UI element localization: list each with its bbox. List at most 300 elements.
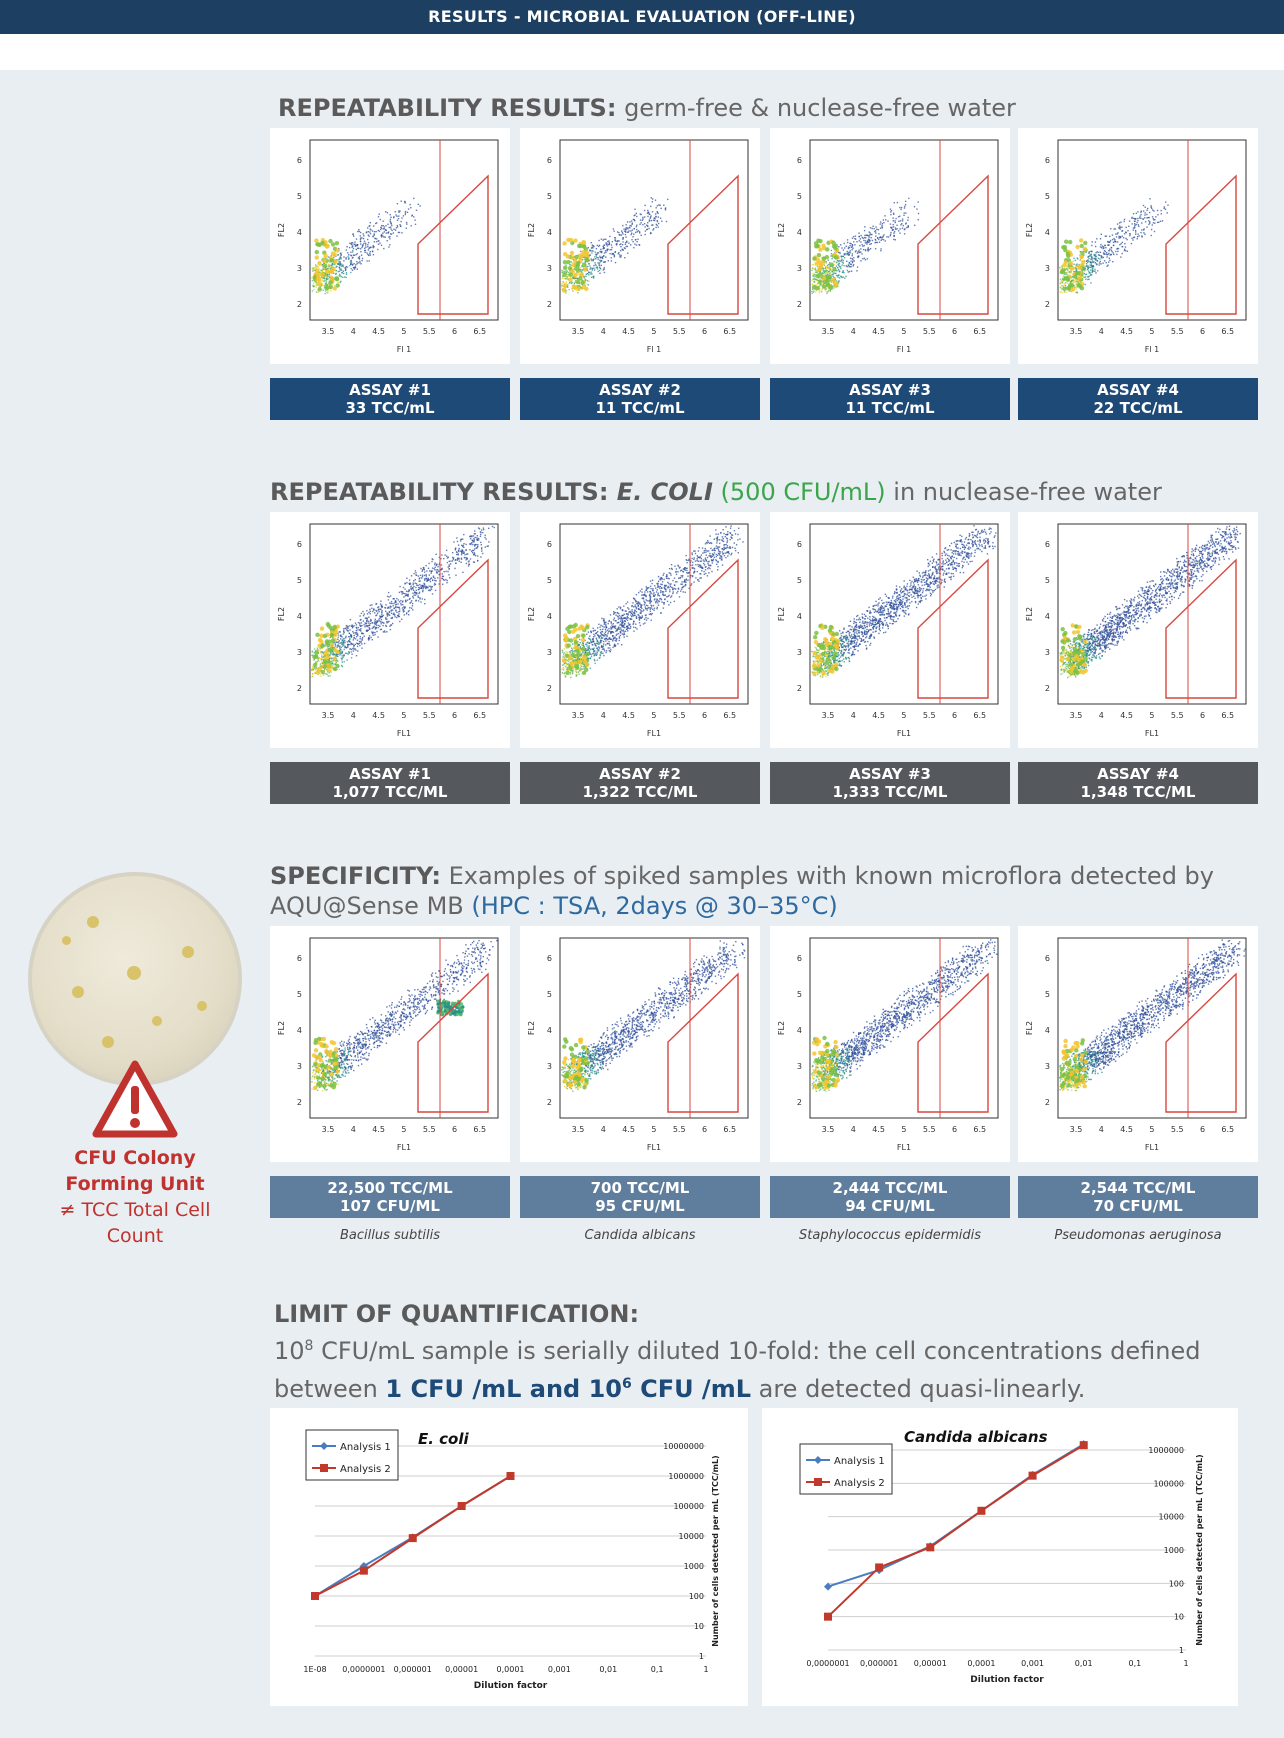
- x-tick-label: 6.5: [473, 327, 487, 336]
- x-tick-label: 5.5: [422, 1125, 436, 1134]
- y-tick-label: 4: [1044, 228, 1050, 237]
- y-tick-label: 3: [296, 264, 302, 273]
- result-label: [770, 1176, 1010, 1218]
- y-tick-label: 6: [796, 954, 802, 963]
- x-tick-label: 6: [1199, 327, 1206, 336]
- event-cloud: [811, 525, 996, 678]
- y-axis-label: FL2: [777, 606, 786, 622]
- y-tick-label: 6: [296, 954, 302, 963]
- x-tick-label: 5: [901, 327, 907, 336]
- y-tick-label: 4: [796, 1026, 802, 1035]
- x-tick-label: 5.5: [422, 711, 436, 720]
- cytometry-scatter-plot: [520, 512, 760, 748]
- result-label: [1018, 762, 1258, 804]
- result-label-line1: 700 TCC/ML: [590, 1179, 690, 1197]
- data-point: [875, 1563, 883, 1571]
- y-axis-label: FL2: [1025, 222, 1034, 238]
- cfu-note-line3: ≠ TCC Total Cell: [59, 1199, 211, 1221]
- x-tick-label: 4: [600, 327, 606, 336]
- chart-title: Candida albicans: [904, 1428, 1048, 1446]
- y-tick-label: 6: [296, 540, 302, 549]
- event-cloud: [311, 526, 495, 678]
- cytometry-plot-card: [270, 512, 510, 748]
- x-axis-title: Dilution factor: [970, 1675, 1044, 1685]
- result-label-line1: ASSAY #4: [1097, 765, 1179, 783]
- x-tick-label: 3.5: [1069, 327, 1083, 336]
- cfu-note-line4: Count: [106, 1225, 164, 1247]
- x-tick-label: 0,00001: [913, 1659, 947, 1668]
- y-tick-label: 3: [1044, 264, 1050, 273]
- y-tick-label: 5: [796, 192, 802, 201]
- cytometry-plot-card: [1018, 512, 1258, 748]
- x-tick-label: 6.5: [723, 327, 737, 336]
- x-tick-label: 4: [1098, 711, 1104, 720]
- gate-polygon: [418, 176, 488, 314]
- y-axis-title: Number of cells detected per mL (TCC/mL): [711, 1455, 720, 1647]
- x-tick-label: 6: [451, 711, 458, 720]
- gate-polygon: [668, 560, 738, 698]
- y-tick-label: 6: [546, 954, 552, 963]
- species-name: Candida albicans: [584, 1228, 696, 1243]
- cytometry-scatter-plot: [270, 512, 510, 748]
- section1-title-rest: germ-free & nuclease-free water: [616, 94, 1016, 122]
- gate-polygon: [418, 974, 488, 1112]
- y-tick-label: 1000: [683, 1562, 704, 1571]
- x-tick-label: 0,1: [650, 1665, 664, 1674]
- y-tick-label: 3: [296, 1062, 302, 1071]
- section3-subtitle: [270, 892, 838, 920]
- result-label: [770, 762, 1010, 804]
- y-tick-label: 4: [546, 612, 552, 621]
- y-tick-label: 6: [296, 156, 302, 165]
- y-tick-label: 3: [796, 648, 802, 657]
- x-tick-label: 4.5: [872, 327, 885, 336]
- candida-chart-box: [762, 1408, 1238, 1706]
- data-point: [926, 1543, 934, 1551]
- cfu-note-line2: Forming Unit: [65, 1173, 205, 1195]
- ecoli-loq-chart: [270, 1408, 748, 1706]
- y-tick-label: 3: [796, 264, 802, 273]
- species-name: Pseudomonas aeruginosa: [1054, 1228, 1222, 1243]
- x-tick-label: 4.5: [1120, 327, 1133, 336]
- cytometry-scatter-plot: [520, 128, 760, 364]
- y-tick-label: 5: [296, 576, 302, 585]
- x-axis-label: Fl 1: [896, 345, 912, 354]
- x-axis-title: Dilution factor: [473, 1681, 548, 1691]
- gate-polygon: [918, 176, 988, 314]
- x-tick-label: 6.5: [1221, 1125, 1235, 1134]
- x-tick-label: 3.5: [571, 711, 585, 720]
- event-cloud: [561, 525, 743, 678]
- loq-line2-start: between: [274, 1375, 386, 1403]
- y-tick-label: 100: [688, 1592, 704, 1601]
- y-tick-label: 5: [546, 192, 552, 201]
- x-tick-label: 0,00001: [445, 1665, 479, 1674]
- x-tick-label: 5: [651, 711, 657, 720]
- y-tick-label: 1000000: [668, 1472, 704, 1481]
- chart-title: E. coli: [418, 1430, 469, 1448]
- gate-polygon: [1166, 176, 1236, 314]
- x-tick-label: 4: [350, 327, 356, 336]
- result-label-line1: ASSAY #3: [849, 381, 931, 399]
- y-tick-label: 6: [1044, 954, 1050, 963]
- y-tick-label: 4: [796, 228, 802, 237]
- y-tick-label: 5: [1044, 576, 1050, 585]
- cytometry-scatter-plot: [1018, 128, 1258, 364]
- data-point: [311, 1592, 319, 1600]
- x-tick-label: 6.5: [973, 1125, 987, 1134]
- result-label: [770, 378, 1010, 420]
- y-tick-label: 5: [1044, 990, 1050, 999]
- cytometry-plot-card: [270, 128, 510, 364]
- event-cloud: [561, 197, 669, 293]
- gate-polygon: [668, 176, 738, 314]
- data-point: [1080, 1441, 1088, 1449]
- x-tick-label: 4.5: [622, 711, 635, 720]
- result-label-line2: 33 TCC/mL: [345, 399, 435, 417]
- result-label-line1: ASSAY #1: [349, 765, 431, 783]
- x-tick-label: 5: [401, 711, 407, 720]
- x-tick-label: 5.5: [1170, 711, 1184, 720]
- x-tick-label: 3.5: [321, 1125, 335, 1134]
- y-tick-label: 2: [1044, 684, 1050, 693]
- cytometry-plot-card: [1018, 926, 1258, 1162]
- x-tick-label: 3.5: [571, 1125, 585, 1134]
- data-point: [458, 1502, 466, 1510]
- y-tick-label: 4: [546, 228, 552, 237]
- x-tick-label: 5: [1149, 711, 1155, 720]
- y-tick-label: 5: [546, 576, 552, 585]
- x-tick-label: 4.5: [372, 1125, 385, 1134]
- x-tick-label: 6: [951, 1125, 958, 1134]
- section1-title-bold: REPEATABILITY RESULTS:: [278, 94, 617, 122]
- x-tick-label: 1: [703, 1665, 709, 1674]
- x-tick-label: 6: [951, 711, 958, 720]
- x-tick-label: 3.5: [821, 1125, 835, 1134]
- x-tick-label: 6.5: [723, 711, 737, 720]
- x-tick-label: 4: [1098, 327, 1104, 336]
- x-tick-label: 3.5: [571, 327, 585, 336]
- x-tick-label: 4: [350, 711, 356, 720]
- x-tick-label: 0,1: [1128, 1659, 1142, 1668]
- x-axis-label: FL1: [1144, 1143, 1160, 1152]
- y-axis-label: FL2: [277, 1020, 286, 1036]
- y-tick-label: 6: [796, 156, 802, 165]
- event-cloud: [561, 940, 745, 1092]
- y-tick-label: 4: [1044, 612, 1050, 621]
- cytometry-plot-card: [270, 926, 510, 1162]
- x-tick-label: 4.5: [1120, 1125, 1133, 1134]
- x-tick-label: 5: [401, 1125, 407, 1134]
- x-tick-label: 6.5: [473, 1125, 487, 1134]
- cytometry-plot-card: [520, 512, 760, 748]
- x-tick-label: 6: [1199, 711, 1206, 720]
- result-label-line1: ASSAY #4: [1097, 381, 1179, 399]
- section3-conditions: (HPC : TSA, 2days @ 30–35°C): [463, 892, 838, 920]
- y-tick-label: 2: [296, 300, 302, 309]
- section3-title: [270, 862, 1214, 890]
- event-cloud: [811, 939, 997, 1092]
- cytometry-scatter-plot: [1018, 926, 1258, 1162]
- section2-title-bold: REPEATABILITY RESULTS:: [270, 478, 609, 506]
- y-tick-label: 6: [796, 540, 802, 549]
- result-label: [270, 762, 510, 804]
- data-point: [507, 1472, 515, 1480]
- data-point: [1029, 1472, 1037, 1480]
- x-tick-label: 5: [901, 711, 907, 720]
- y-tick-label: 10000: [678, 1532, 704, 1541]
- result-label-line1: 22,500 TCC/ML: [327, 1179, 453, 1197]
- y-tick-label: 4: [546, 1026, 552, 1035]
- x-tick-label: 1E-08: [303, 1665, 327, 1674]
- y-tick-label: 100000: [1153, 1479, 1184, 1489]
- x-tick-label: 6: [1199, 1125, 1206, 1134]
- x-tick-label: 4: [600, 1125, 606, 1134]
- x-tick-label: 5.5: [422, 327, 436, 336]
- result-label-line2: 11 TCC/mL: [595, 399, 685, 417]
- x-tick-label: 4.5: [1120, 711, 1133, 720]
- x-tick-label: 4: [850, 711, 856, 720]
- x-tick-label: 6.5: [1221, 327, 1235, 336]
- x-axis-label: Fl 1: [646, 345, 662, 354]
- y-tick-label: 5: [1044, 192, 1050, 201]
- x-tick-label: 6: [451, 1125, 458, 1134]
- y-axis-label: FL2: [1025, 1020, 1034, 1036]
- cfu-note-line1: CFU Colony: [74, 1147, 196, 1169]
- y-tick-label: 10: [1173, 1612, 1184, 1622]
- loq-title: LIMIT OF QUANTIFICATION:: [274, 1300, 640, 1328]
- x-tick-label: 0,0000001: [806, 1659, 850, 1668]
- x-tick-label: 6.5: [723, 1125, 737, 1134]
- x-tick-label: 6.5: [473, 711, 487, 720]
- y-axis-label: FL2: [527, 606, 536, 622]
- cytometry-scatter-plot: [770, 128, 1010, 364]
- y-tick-label: 6: [1044, 540, 1050, 549]
- x-tick-label: 0,001: [547, 1665, 571, 1674]
- x-tick-label: 5: [901, 1125, 907, 1134]
- y-axis-label: FL2: [527, 222, 536, 238]
- cytometry-plot-card: [520, 926, 760, 1162]
- gate-polygon: [1166, 560, 1236, 698]
- result-label-line2: 22 TCC/mL: [1093, 399, 1183, 417]
- x-tick-label: 5.5: [922, 1125, 936, 1134]
- y-tick-label: 6: [546, 540, 552, 549]
- y-tick-label: 2: [296, 684, 302, 693]
- loq-range-exp: 6: [621, 1376, 632, 1392]
- y-tick-label: 2: [296, 1098, 302, 1107]
- x-tick-label: 4.5: [622, 1125, 635, 1134]
- cytometry-scatter-plot: [770, 926, 1010, 1162]
- x-tick-label: 5: [651, 327, 657, 336]
- event-cloud: [1059, 939, 1246, 1091]
- result-label: [1018, 378, 1258, 420]
- petri-dish-image: [28, 872, 242, 1086]
- section3-title-bold: SPECIFICITY:: [270, 862, 441, 890]
- candida-loq-chart: [762, 1408, 1238, 1706]
- x-tick-label: 4.5: [372, 711, 385, 720]
- x-tick-label: 3.5: [1069, 711, 1083, 720]
- result-label-line2: 1,322 TCC/ML: [582, 783, 698, 801]
- y-axis-label: FL2: [1025, 606, 1034, 622]
- event-cloud: [311, 940, 497, 1092]
- x-tick-label: 4.5: [622, 327, 635, 336]
- loq-range-a: 1 CFU /mL and 10: [385, 1375, 622, 1403]
- x-tick-label: 3.5: [321, 711, 335, 720]
- x-tick-label: 6: [701, 327, 708, 336]
- x-tick-label: 4: [600, 711, 606, 720]
- y-tick-label: 2: [1044, 1098, 1050, 1107]
- y-tick-label: 4: [296, 612, 302, 621]
- y-tick-label: 3: [1044, 648, 1050, 657]
- y-axis-title: Number of cells detected per mL (TCC/mL): [1195, 1454, 1204, 1646]
- y-tick-label: 100000: [673, 1502, 704, 1511]
- y-tick-label: 2: [546, 1098, 552, 1107]
- x-tick-label: 1: [1183, 1659, 1189, 1668]
- event-cloud: [311, 198, 421, 295]
- cytometry-scatter-plot: [270, 128, 510, 364]
- y-tick-label: 10: [693, 1622, 704, 1631]
- x-tick-label: 6: [701, 711, 708, 720]
- x-tick-label: 5.5: [922, 327, 936, 336]
- y-axis-label: FL2: [277, 222, 286, 238]
- y-axis-label: FL2: [777, 222, 786, 238]
- x-tick-label: 4.5: [372, 327, 385, 336]
- section2-title-italic: E. COLI: [608, 478, 713, 506]
- y-tick-label: 3: [546, 648, 552, 657]
- x-tick-label: 3.5: [821, 327, 835, 336]
- x-tick-label: 0,000001: [860, 1659, 899, 1668]
- result-label-line2: 1,077 TCC/ML: [332, 783, 448, 801]
- cytometry-plot-card: [1018, 128, 1258, 364]
- result-label-line2: 95 CFU/ML: [595, 1197, 685, 1215]
- y-tick-label: 5: [796, 576, 802, 585]
- y-tick-label: 3: [546, 264, 552, 273]
- x-axis-label: FL1: [1144, 729, 1160, 738]
- x-axis-label: FL1: [396, 729, 412, 738]
- x-tick-label: 0,001: [1021, 1659, 1045, 1668]
- section3-title-rest: Examples of spiked samples with known microflora detected by: [440, 862, 1214, 890]
- event-cloud: [1059, 198, 1169, 293]
- cytometry-plot-card: [770, 512, 1010, 748]
- loq-power-exp: 8: [304, 1338, 314, 1354]
- result-label-line1: 2,544 TCC/ML: [1080, 1179, 1196, 1197]
- x-tick-label: 4: [850, 327, 856, 336]
- result-label: [270, 378, 510, 420]
- result-label: [270, 1176, 510, 1218]
- y-tick-label: 4: [296, 228, 302, 237]
- y-tick-label: 4: [796, 612, 802, 621]
- x-tick-label: 5.5: [672, 327, 686, 336]
- cytometry-scatter-plot: [770, 512, 1010, 748]
- x-axis-label: FL1: [396, 1143, 412, 1152]
- gate-polygon: [668, 974, 738, 1112]
- section1-title: [278, 94, 1016, 122]
- y-tick-label: 1000: [1163, 1546, 1184, 1555]
- result-label-line2: 94 CFU/ML: [845, 1197, 935, 1215]
- page-header: RESULTS - MICROBIAL EVALUATION (OFF-LINE): [0, 0, 1284, 34]
- cytometry-scatter-plot: [270, 926, 510, 1162]
- x-tick-label: 5.5: [672, 711, 686, 720]
- result-label: [520, 762, 760, 804]
- x-tick-label: 4: [350, 1125, 356, 1134]
- section2-title: [270, 478, 1162, 506]
- result-label-line2: 11 TCC/mL: [845, 399, 935, 417]
- x-axis-label: FL1: [646, 1143, 662, 1152]
- y-tick-label: 2: [546, 300, 552, 309]
- result-label-line2: 107 CFU/ML: [340, 1197, 440, 1215]
- warning-icon: [92, 1060, 178, 1138]
- y-tick-label: 2: [796, 300, 802, 309]
- x-tick-label: 5: [401, 327, 407, 336]
- y-tick-label: 3: [796, 1062, 802, 1071]
- event-cloud: [811, 198, 919, 294]
- cytometry-plot-card: [770, 128, 1010, 364]
- x-axis-label: FL1: [646, 729, 662, 738]
- x-tick-label: 0,0001: [967, 1659, 996, 1668]
- legend-label: Analysis 2: [340, 1464, 391, 1475]
- x-tick-label: 6: [701, 1125, 708, 1134]
- result-label-line1: 2,444 TCC/ML: [832, 1179, 948, 1197]
- y-tick-label: 100: [1168, 1579, 1184, 1589]
- y-tick-label: 4: [296, 1026, 302, 1035]
- y-tick-label: 4: [1044, 1026, 1050, 1035]
- result-label: [1018, 1176, 1258, 1218]
- y-tick-label: 5: [546, 990, 552, 999]
- cytometry-plot-card: [520, 128, 760, 364]
- data-point: [409, 1534, 417, 1542]
- x-tick-label: 5: [1149, 1125, 1155, 1134]
- result-label-line1: ASSAY #1: [349, 381, 431, 399]
- y-tick-label: 2: [796, 1098, 802, 1107]
- cytometry-scatter-plot: [1018, 512, 1258, 748]
- section2-title-green: (500 CFU/mL): [712, 478, 886, 506]
- y-tick-label: 10000: [1158, 1512, 1184, 1522]
- species-name: Staphylococcus epidermidis: [799, 1228, 981, 1243]
- y-tick-label: 6: [1044, 156, 1050, 165]
- x-axis-label: FL1: [896, 729, 912, 738]
- cfu-note: [40, 1145, 230, 1249]
- gate-polygon: [918, 560, 988, 698]
- x-axis-label: Fl 1: [1144, 345, 1160, 354]
- x-axis-label: Fl 1: [396, 345, 412, 354]
- x-tick-label: 4.5: [872, 1125, 885, 1134]
- ecoli-chart-box: [270, 1408, 748, 1706]
- section2-title-rest: in nuclease-free water: [885, 478, 1162, 506]
- x-tick-label: 3.5: [821, 711, 835, 720]
- result-label: [520, 378, 760, 420]
- y-tick-label: 2: [796, 684, 802, 693]
- x-tick-label: 3.5: [1069, 1125, 1083, 1134]
- legend-label: Analysis 2: [834, 1478, 885, 1489]
- legend-label: Analysis 1: [340, 1442, 391, 1453]
- x-tick-label: 6.5: [1221, 711, 1235, 720]
- legend-label: Analysis 1: [834, 1456, 885, 1467]
- section3-product: AQU@Sense MB: [270, 892, 464, 920]
- x-tick-label: 5: [1149, 327, 1155, 336]
- y-tick-label: 1: [698, 1652, 704, 1661]
- x-tick-label: 4: [850, 1125, 856, 1134]
- result-label: [520, 1176, 760, 1218]
- cytometry-plot-card: [770, 926, 1010, 1162]
- loq-line1-rest: CFU/mL sample is serially diluted 10-fold: the cell concentrations defined: [313, 1337, 1201, 1365]
- y-tick-label: 1: [1178, 1646, 1184, 1655]
- x-tick-label: 6.5: [973, 711, 987, 720]
- x-tick-label: 5.5: [672, 1125, 686, 1134]
- y-axis-label: FL2: [527, 1020, 536, 1036]
- cytometry-scatter-plot: [520, 926, 760, 1162]
- result-label-line2: 1,348 TCC/ML: [1080, 783, 1196, 801]
- x-tick-label: 5: [651, 1125, 657, 1134]
